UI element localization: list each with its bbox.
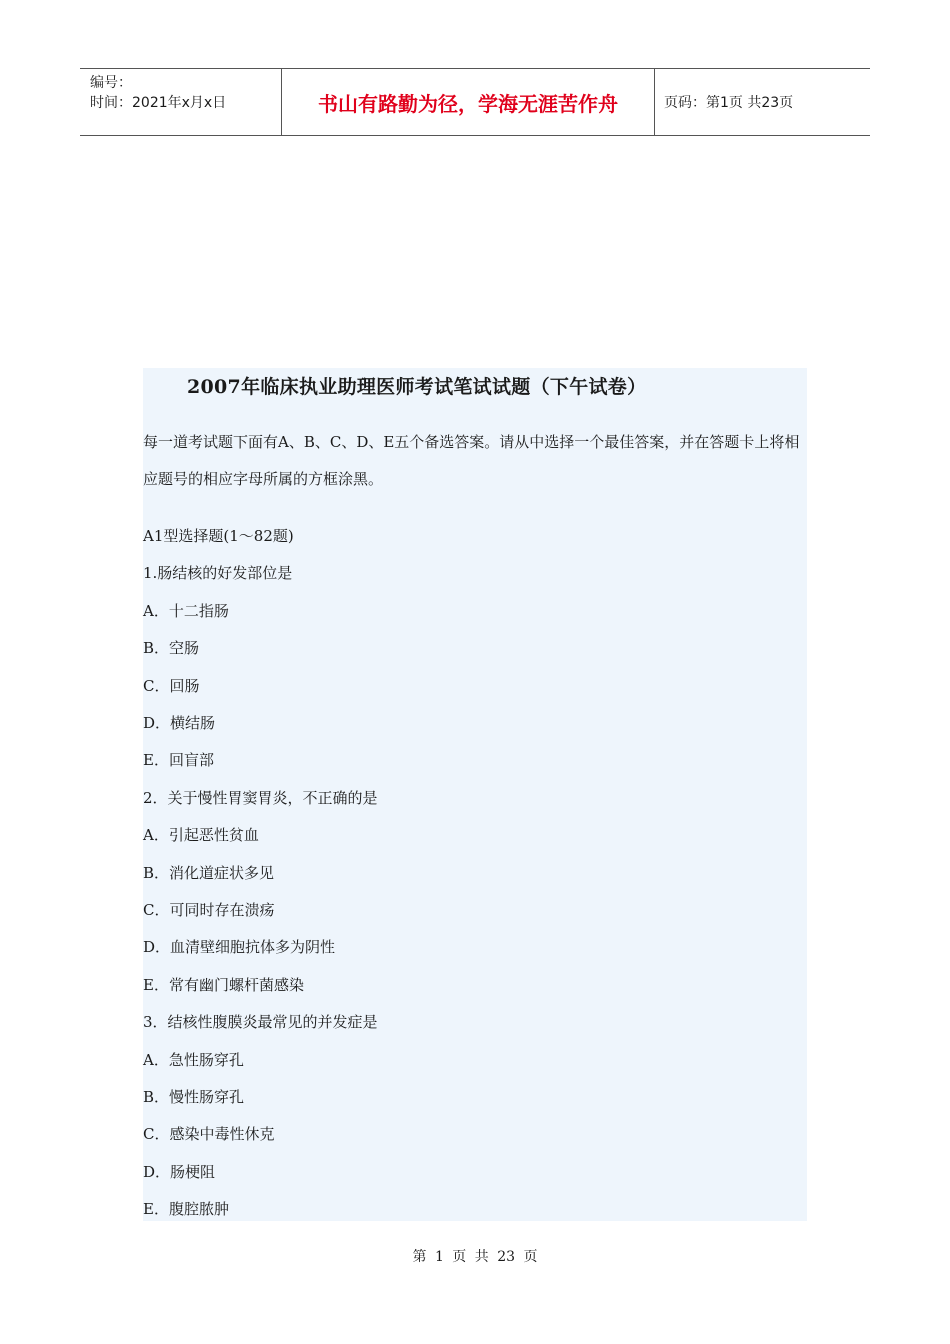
page-footer: 第 1 页 共 23 页 <box>412 1249 538 1265</box>
question-line: D．血清壁细胞抗体多为阴性 <box>143 938 336 957</box>
header-meta <box>80 69 281 135</box>
question-line: E．回盲部 <box>143 751 214 770</box>
question-line: B．空肠 <box>143 639 200 658</box>
question-line: 2．关于慢性胃窦胃炎，不正确的是 <box>143 788 378 807</box>
question-line: C．感染中毒性休克 <box>143 1125 275 1144</box>
question-line: 3．结核性腹膜炎最常见的并发症是 <box>143 1013 378 1032</box>
question-line: D．肠梗阻 <box>143 1162 216 1181</box>
question-line: C．可同时存在溃疡 <box>143 901 275 919</box>
question-line: A．引起恶性贫血 <box>143 826 259 845</box>
exam-content <box>143 368 807 1221</box>
header-page-info: 页码：第1页 共23页 <box>664 95 794 111</box>
question-line: A．急性肠穿孔 <box>143 1050 244 1069</box>
header-date: 时间：2021年x月x日 <box>90 95 227 111</box>
question-line: E．腹腔脓肿 <box>143 1200 229 1219</box>
question-line: C．回肠 <box>143 676 200 695</box>
question-line: E．常有幽门螺杆菌感染 <box>143 975 304 994</box>
page-header <box>80 68 870 136</box>
question-line: A．十二指肠 <box>143 601 229 620</box>
exam-title: 2007年临床执业助理医师考试笔试试题（下午试卷） <box>187 376 647 398</box>
question-line: B．消化道症状多见 <box>143 863 275 882</box>
exam-instructions: 每一道考试题下面有A、B、C、D、E五个备选答案。请从中选择一个最佳答案，并在答题卡上将相应题号的相应字母所属的方框涂黑。 <box>143 433 800 488</box>
question-line: D．横结肠 <box>143 714 216 732</box>
question-line: 1.肠结核的好发部位是 <box>143 564 293 583</box>
question-line: B．慢性肠穿孔 <box>143 1088 245 1106</box>
section-heading: A1型选择题(1～82题) <box>143 527 294 545</box>
header-motto: 书山有路勤为径，学海无涯苦作舟 <box>281 69 655 135</box>
header-number-label: 编号： <box>90 75 132 91</box>
